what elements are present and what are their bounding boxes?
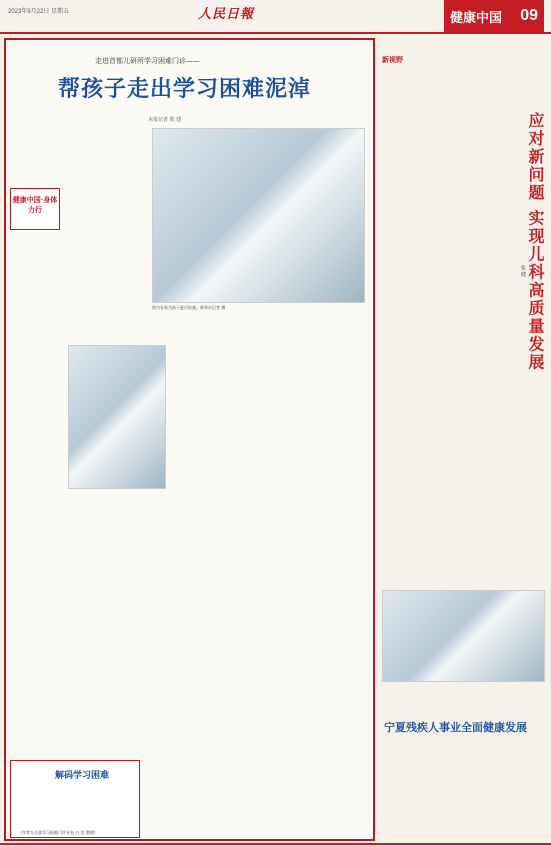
footer-rule — [0, 843, 551, 845]
right-photo — [382, 590, 545, 682]
newspaper-logo: 人民日報 — [198, 7, 255, 22]
column-tag: 健康中国·身体力行 — [10, 188, 60, 230]
right-column-label: 新视野 — [382, 55, 403, 64]
top-rule — [0, 32, 551, 34]
section-tab — [444, 0, 544, 32]
photo-checkup — [152, 128, 365, 303]
right-headline: 应对新问题 实现儿科高质量发展 — [526, 112, 545, 372]
bottom-right-headline: 宁夏残疾人事业全面健康发展 — [384, 721, 527, 734]
article-byline: 本报记者 熊 建 — [148, 117, 182, 123]
page-number: 09 — [520, 7, 538, 24]
side-box-footer: （作者为儿童学习困难门诊专家 白 浩 整理） — [18, 830, 98, 835]
photo-caption-1: 图为专家为孩子进行检查。新华社记者 摄 — [152, 305, 226, 310]
masthead-date: 2023年9月22日 星期五 — [8, 9, 70, 15]
photo-girl — [68, 345, 166, 489]
side-box-title: 解码学习困难 — [55, 771, 110, 781]
article-kicker: 走进首都儿研所学习困难门诊—— — [95, 57, 200, 65]
right-author: 张 健 — [520, 265, 526, 277]
article-headline: 帮孩子走出学习困难泥淖 — [58, 77, 312, 102]
section-title: 健康中国 — [450, 9, 503, 25]
